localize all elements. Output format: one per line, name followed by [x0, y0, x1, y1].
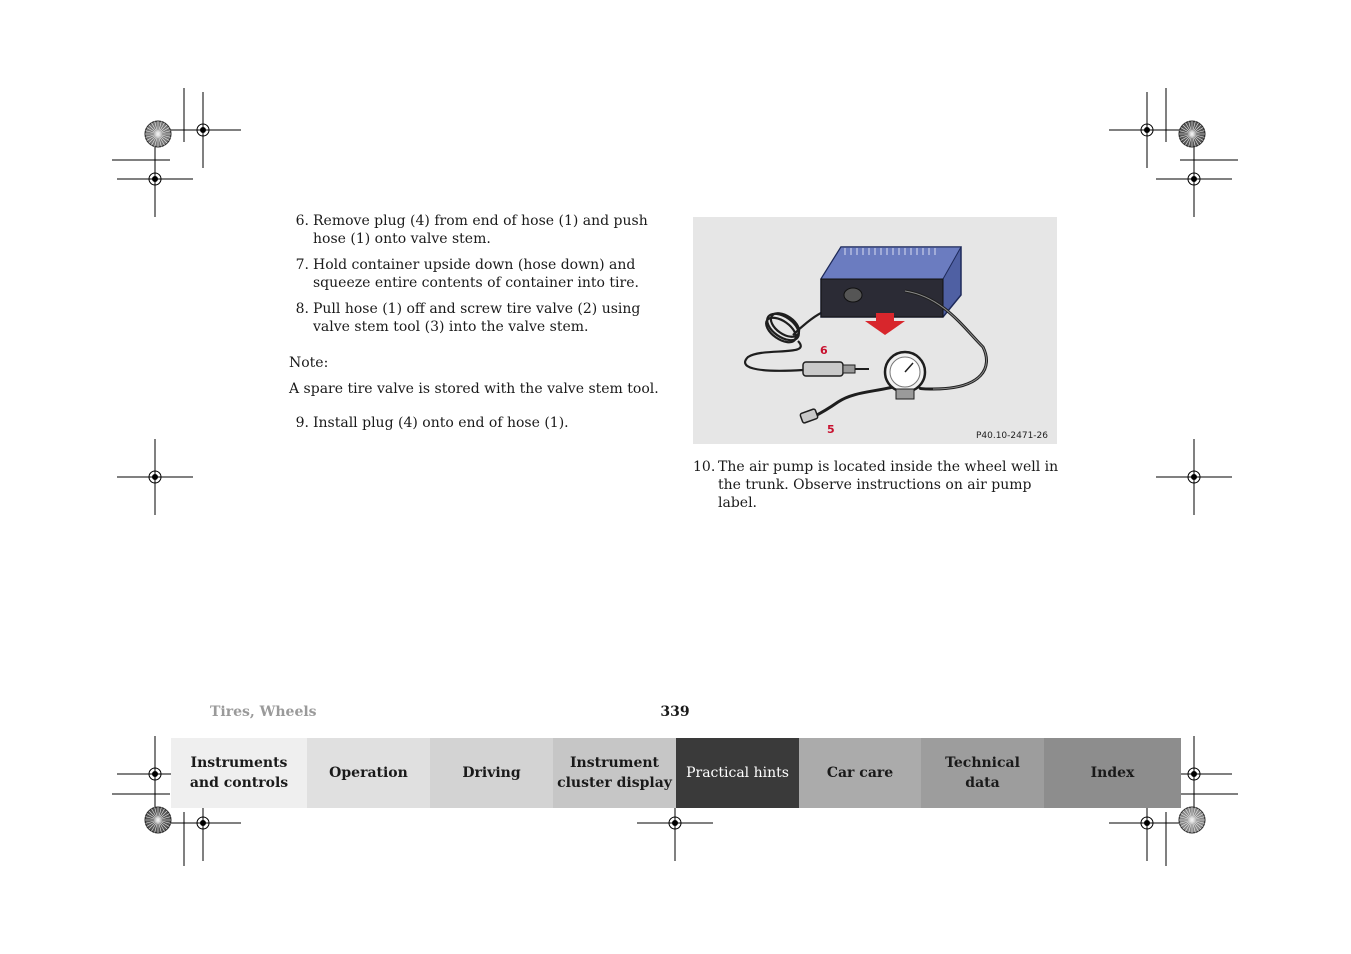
- nav-tab-operation[interactable]: Operation: [307, 738, 430, 808]
- step-10-list: [693, 458, 1063, 512]
- nav-tab-technical-data[interactable]: Technical data: [921, 738, 1044, 808]
- pressure-gauge-icon: [885, 352, 925, 399]
- step-item: [289, 256, 659, 292]
- step-text: Pull hose (1) off and screw tire valve (2) using valve stem tool (3) into the valve stem.: [313, 301, 641, 335]
- note-label: Note:: [289, 355, 329, 371]
- step-text: Hold container upside down (hose down) and squeeze entire contents of container into tire.: [313, 257, 639, 291]
- step-item: [289, 212, 659, 248]
- note-text: A spare tire valve is stored with the valve stem tool.: [289, 381, 659, 397]
- page-number: 339: [660, 704, 690, 720]
- step-number: 9.: [295, 415, 309, 431]
- nav-tab-instrument-cluster-display[interactable]: Instrument cluster display: [553, 738, 676, 808]
- instructions-right-column: [693, 458, 1063, 520]
- figure-code: P40.10-2471-26: [975, 431, 1048, 441]
- step-item: [693, 458, 1063, 512]
- callout-5: 5: [827, 423, 835, 436]
- step-text: The air pump is located inside the wheel well in the trunk. Observe instructions on air pump label.: [718, 459, 1059, 511]
- air-pump-illustration: [693, 217, 1057, 444]
- air-pump-drawing: [693, 217, 1057, 444]
- footer-section-title: Tires, Wheels: [210, 704, 317, 720]
- nav-tab-index[interactable]: Index: [1044, 738, 1181, 808]
- step-number: 8.: [295, 301, 309, 317]
- steps-list: [289, 212, 659, 336]
- chapter-navigation: [171, 738, 1181, 808]
- nav-tab-practical-hints[interactable]: Practical hints: [676, 738, 799, 808]
- step-text: Remove plug (4) from end of hose (1) and push hose (1) onto valve stem.: [313, 213, 648, 247]
- valve-adapter-icon: [800, 409, 818, 424]
- nav-tab-driving[interactable]: Driving: [430, 738, 553, 808]
- callout-6: 6: [820, 344, 828, 357]
- step-item: [289, 300, 659, 336]
- plug-icon: [803, 362, 869, 376]
- step-item: [289, 414, 659, 432]
- instructions-left-column: [289, 212, 659, 440]
- step-9-list: [289, 414, 659, 432]
- step-text: Install plug (4) onto end of hose (1).: [313, 415, 569, 431]
- step-number: 7.: [295, 257, 309, 273]
- nav-tab-car-care[interactable]: Car care: [799, 738, 921, 808]
- step-number: 10.: [693, 459, 716, 475]
- nav-tab-instruments-and-controls[interactable]: Instruments and controls: [171, 738, 307, 808]
- step-number: 6.: [295, 213, 309, 229]
